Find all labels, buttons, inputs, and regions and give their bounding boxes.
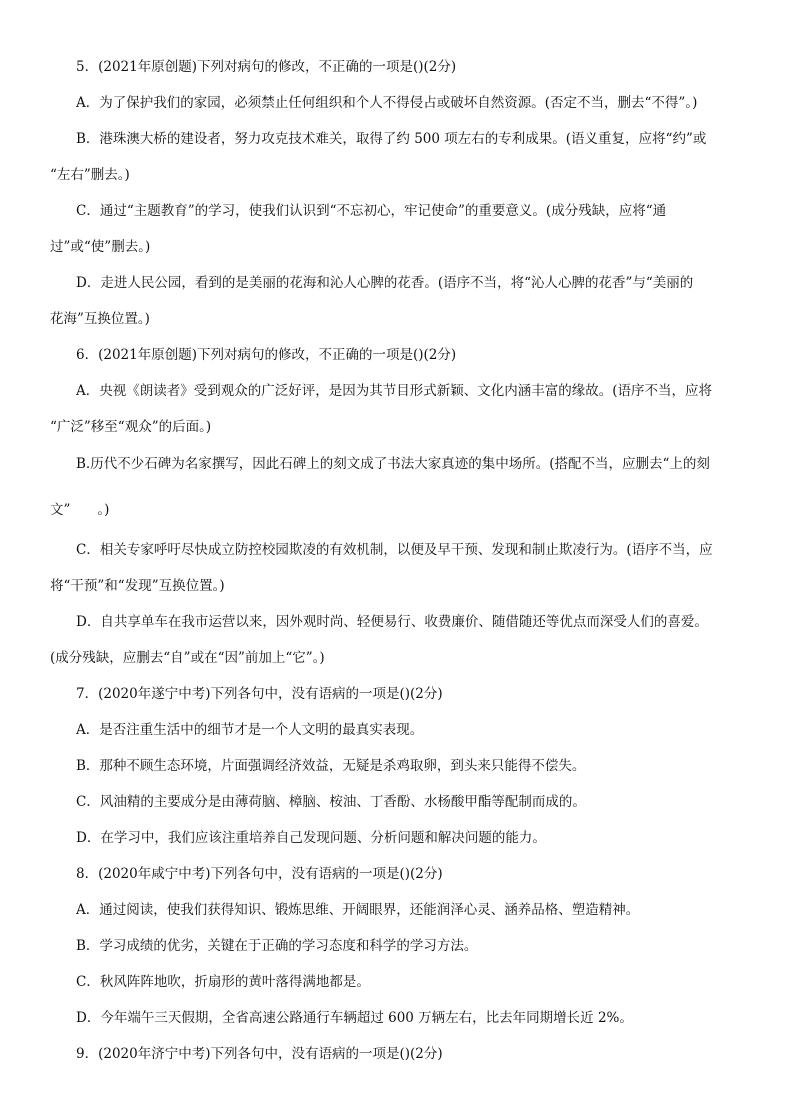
- question-6-stem: 6．(2021年原创题)下列对病句的修改，不正确的一项是()(2分): [76, 347, 457, 363]
- question-6-option-a: A．央视《朗读者》受到观众的广泛好评，是因为其节目形式新颖、文化内涵丰富的缘故。(语序不当，应将: [76, 383, 713, 399]
- question-6-option-c-cont: 将“干预”和“发现”互换位置。): [50, 578, 225, 594]
- question-5-option-b: B．港珠澳大桥的建设者，努力攻克技术难关，取得了约 500 项左右的专利成果。(语义重复，应将“约”或: [76, 131, 707, 147]
- question-8-stem: 8．(2020年咸宁中考)下列各句中，没有语病的一项是()(2分): [76, 866, 443, 882]
- question-5-option-c: C．通过“主题教育”的学习，使我们认识到“不忘初心，牢记使命”的重要意义。(成分残缺，应将“通: [76, 203, 667, 219]
- question-5-option-b-cont: “左右”删去。): [50, 167, 130, 183]
- question-7-option-a: A．是否注重生活中的细节才是一个人文明的最真实表现。: [76, 722, 424, 738]
- question-6-option-b-cont: 文” 。): [50, 502, 110, 518]
- question-8-option-d: D．今年端午三天假期，全省高速公路通行车辆超过 600 万辆左右，比去年同期增长近 2%。: [76, 1010, 633, 1026]
- question-6-option-d-cont: (成分残缺，应删去“自”或在“因”前加上“它”。): [50, 650, 325, 666]
- question-5-option-c-cont: 过”或“使”删去。): [50, 239, 151, 255]
- question-6-option-d: D．自共享单车在我市运营以来，因外观时尚、轻便易行、收费廉价、随借随还等优点而深受人们的喜爱。: [76, 614, 708, 630]
- question-5-option-d: D．走进人民公园，看到的是美丽的花海和沁人心脾的花香。(语序不当，将“沁人心脾的花香”与“美丽的: [76, 275, 694, 291]
- question-7-stem: 7．(2020年遂宁中考)下列各句中，没有语病的一项是()(2分): [76, 686, 443, 702]
- question-7-option-d: D．在学习中，我们应该注重培养自己发现问题、分析问题和解决问题的能力。: [76, 830, 546, 846]
- question-8-option-b: B．学习成绩的优劣，关键在于正确的学习态度和科学的学习方法。: [76, 938, 478, 954]
- question-7-option-b: B．那种不顾生态环境，片面强调经济效益，无疑是杀鸡取卵，到头来只能得不偿失。: [76, 758, 586, 774]
- question-6-option-c: C．相关专家呼吁尽快成立防控校园欺凌的有效机制，以便及早干预、发现和制止欺凌行为。(语序不当，应: [76, 542, 713, 558]
- question-8-option-c: C．秋风阵阵地吹，折扇形的黄叶落得满地都是。: [76, 974, 370, 990]
- question-5-option-d-cont: 花海”互换位置。): [50, 311, 150, 327]
- question-9-stem: 9．(2020年济宁中考)下列各句中，没有语病的一项是()(2分): [76, 1046, 443, 1062]
- question-6-option-a-cont: “广泛”移至“观众”的后面。): [50, 419, 212, 435]
- question-6-option-b: B.历代不少石碑为名家撰写，因此石碑上的刻文成了书法大家真迹的集中场所。(搭配不当，应删去“上的刻: [76, 456, 710, 472]
- question-8-option-a: A．通过阅读，使我们获得知识、锻炼思维、开阔眼界，还能润泽心灵、涵养品格、塑造精神。: [76, 902, 640, 918]
- question-5-option-a: A．为了保护我们的家园，必须禁止任何组织和个人不得侵占或破坏自然资源。(否定不当，删去“不得”。): [76, 95, 698, 111]
- question-5-stem: 5．(2021年原创题)下列对病句的修改，不正确的一项是()(2分): [76, 59, 457, 75]
- question-7-option-c: C．风油精的主要成分是由薄荷脑、樟脑、桉油、丁香酚、水杨酸甲酯等配制而成的。: [76, 794, 586, 810]
